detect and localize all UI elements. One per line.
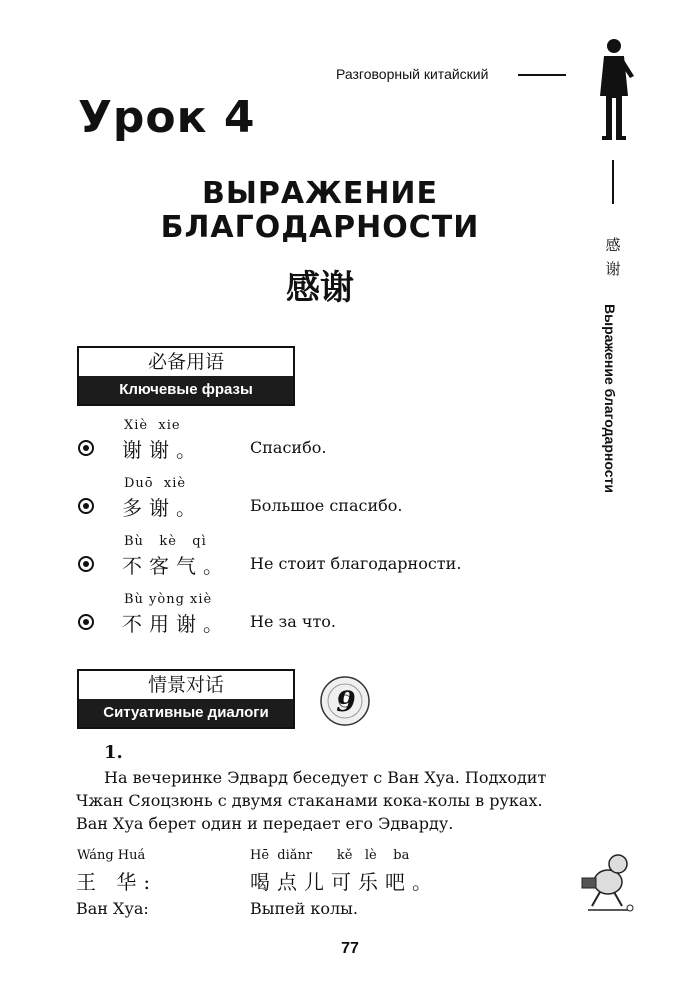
topic-title-line-1: ВЫРАЖЕНИЕ (201, 176, 439, 211)
bullet-icon (78, 614, 94, 630)
dialogues-header (77, 669, 295, 729)
audio-cd-icon (319, 675, 371, 727)
line-pinyin: Hē diǎnr kě lè ba (250, 848, 410, 863)
dialogues-header-ru: Ситуативные диалоги (79, 699, 293, 727)
speaker-pinyin: Wáng Huá (77, 848, 146, 863)
phrase-item (78, 418, 558, 476)
side-vertical-title: Выражение благодарности (602, 304, 618, 493)
phrase-chinese: 多谢。 (122, 496, 203, 520)
key-phrases-header-cn: 必备用语 (147, 351, 224, 373)
man-figure-illustration (588, 36, 638, 146)
phrase-translation: Большое спасибо. (250, 496, 403, 515)
dialogue-intro-line-3: Ван Хуа берет один и передает его Эдварду. (76, 814, 454, 833)
bullet-icon (78, 556, 94, 572)
phrase-pinyin: Bù yòng xiè (124, 592, 213, 607)
phrase-item (78, 592, 558, 650)
running-header: Разговорный китайский (336, 66, 489, 82)
key-phrases-header-ru: Ключевые фразы (79, 376, 293, 404)
phrase-pinyin: Xiè xie (124, 418, 181, 433)
phrase-translation: Спасибо. (250, 438, 327, 457)
phrase-pinyin: Duō xiè (124, 476, 187, 491)
key-phrases-header (77, 346, 295, 406)
bullet-icon (78, 440, 94, 456)
lesson-title: Урок 4 (78, 92, 256, 143)
topic-title-chinese: 感谢 (286, 268, 354, 308)
phrase-chinese: 谢谢。 (122, 438, 203, 462)
side-rule (612, 160, 614, 204)
phrase-translation: Не стоит благодарности. (250, 554, 462, 573)
topic-title-line-2: БЛАГОДАРНОСТИ (160, 210, 480, 245)
dialogue-intro-line-2: Чжан Сяоцзюнь с двумя стаканами кока-колы в руках. (76, 791, 543, 810)
phrase-translation: Не за что. (250, 612, 337, 631)
side-chinese-char-2: 谢 (605, 260, 621, 278)
line-chinese: 喝点儿可乐吧。 (250, 870, 439, 894)
phrase-pinyin: Bù kè qì (124, 534, 207, 549)
speaker-chinese: 王 华: (76, 870, 158, 894)
line-russian: Выпей колы. (250, 899, 358, 918)
phrase-chinese: 不客气。 (122, 554, 230, 578)
speaker-russian: Ван Хуа: (76, 899, 149, 918)
phrase-item (78, 476, 558, 534)
bullet-icon (78, 498, 94, 514)
dialogue-intro-line-1: На вечеринке Эдвард беседует с Ван Хуа. Подходит (104, 768, 547, 787)
running-dog-illustration (578, 848, 638, 914)
header-rule (518, 74, 566, 76)
phrase-item (78, 534, 558, 592)
phrase-chinese: 不用谢。 (122, 612, 230, 636)
page-number: 77 (341, 940, 359, 957)
dialogues-header-cn: 情景对话 (147, 674, 224, 696)
cd-track-number: 9 (336, 685, 356, 718)
dialogue-number: 1. (104, 742, 123, 763)
side-chinese-char-1: 感 (605, 236, 621, 254)
dialogue-intro (76, 766, 576, 835)
